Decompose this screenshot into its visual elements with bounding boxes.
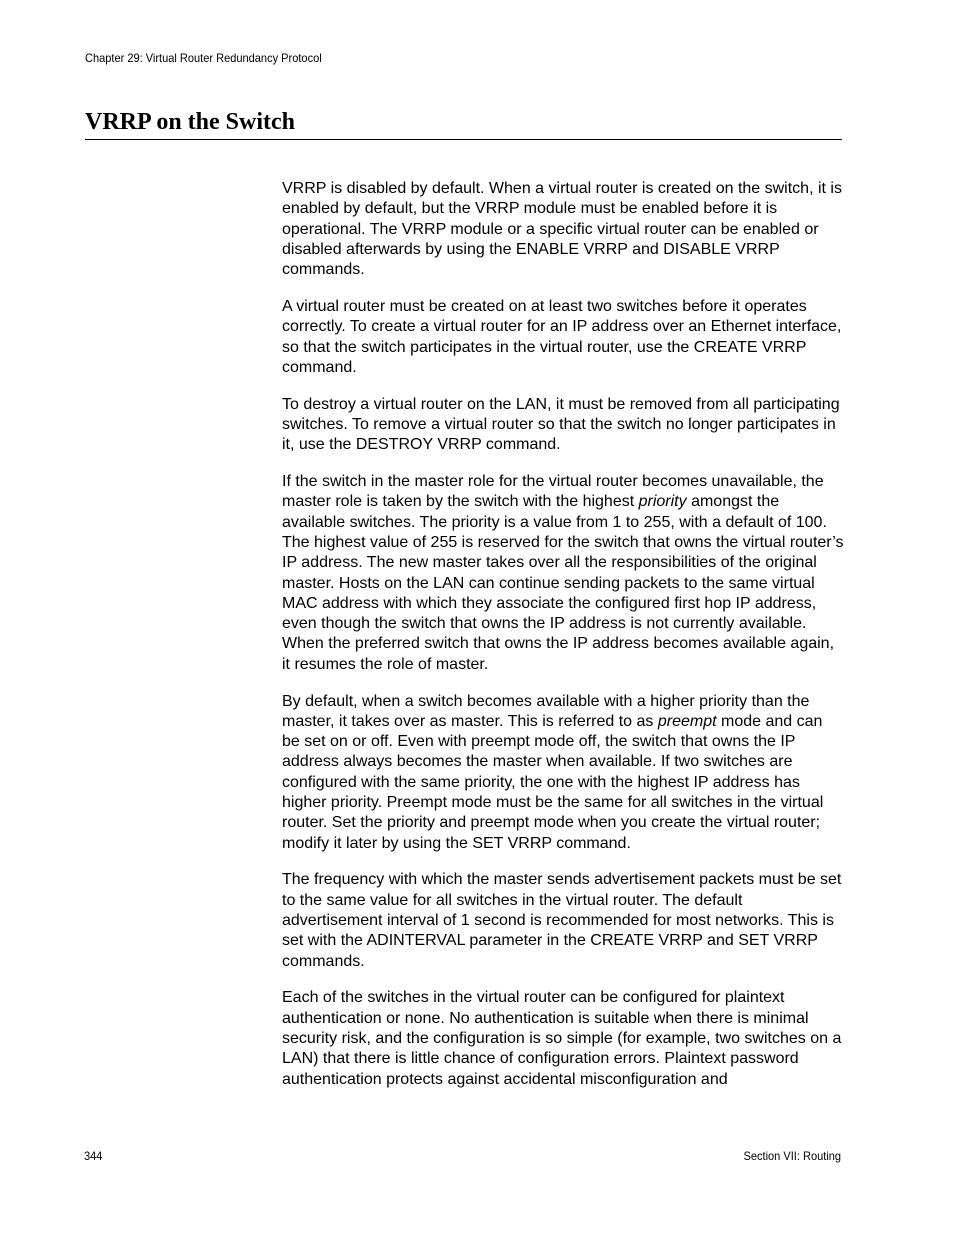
paragraph xyxy=(282,472,844,675)
paragraph: A virtual router must be created on at least two switches before it operates correctly. To create a virtual router for an IP address over an Ethernet interface, so that the switch participates in the virtual router, use the CREATE VRRP command. xyxy=(282,297,842,376)
paragraph: VRRP is disabled by default. When a virtual router is created on the switch, it is enabled by default, but the VRRP module must be enabled before it is operational. The VRRP module or a specific virtual router can be enabled or disabled afterwards by using the ENABLE VRRP and DISABLE VRRP commands. xyxy=(282,180,842,279)
paragraph-text: mode and can be set on or off. Even with preempt mode off, the switch that owns the IP address always becomes the master when available. If two switches are configured with the same priority, the one with the highest IP address has higher priority. Preempt mode must be the same for all switches in the virtual router. Set the priority and preempt mode when you create the virtual router; modify it later by using the SET VRRP command. xyxy=(282,712,824,852)
page-number: 344 xyxy=(84,1149,103,1163)
emphasized-term: priority xyxy=(638,493,687,511)
body-text xyxy=(282,179,844,1106)
title-rule xyxy=(85,139,842,140)
paragraph: The frequency with which the master sends advertisement packets must be set to the same value for all switches in the virtual router. The default advertisement interval of 1 second is recommended for most networks. This is set with the ADINTERVAL parameter in the CREATE VRRP and SET VRRP commands. xyxy=(282,871,842,970)
emphasized-term: preempt xyxy=(657,712,717,730)
paragraph xyxy=(282,692,844,854)
paragraph-text: amongst the available switches. The priority is a value from 1 to 255, with a default of 100. The highest value of 255 is reserved for the switch that owns the virtual router’s IP address. The new master takes over all the responsibilities of the original master. Hosts on the LAN can continue sending packets to the same virtual MAC address with which they associate the configured first hop IP address, even though the switch that owns the IP address is not currently available. When the preferred switch that owns the IP address becomes available again, it resumes the role of master. xyxy=(282,493,844,673)
running-header: Chapter 29: Virtual Router Redundancy Protocol xyxy=(85,51,322,65)
paragraph-text: By default, when a switch becomes available with a higher priority than the master, it takes over as master. This is referred to as xyxy=(282,692,810,730)
section-title: VRRP on the Switch xyxy=(85,109,296,135)
paragraph: To destroy a virtual router on the LAN, it must be removed from all participating switches. To remove a virtual router so that the switch no longer participates in it, use the DESTROY VRRP command. xyxy=(282,395,840,454)
paragraph: Each of the switches in the virtual router can be configured for plaintext authentication or none. No authentication is suitable when there is minimal security risk, and the configuration is so simple (for example, two switches on a LAN) that there is little chance of configuration errors. Plaintext password authentication protects against accidental misconfiguration and xyxy=(282,989,842,1088)
footer-section: Section VII: Routing xyxy=(743,1149,841,1163)
paragraph-text: If the switch in the master role for the virtual router becomes unavailable, the master role is taken by the switch with the highest xyxy=(282,473,824,511)
